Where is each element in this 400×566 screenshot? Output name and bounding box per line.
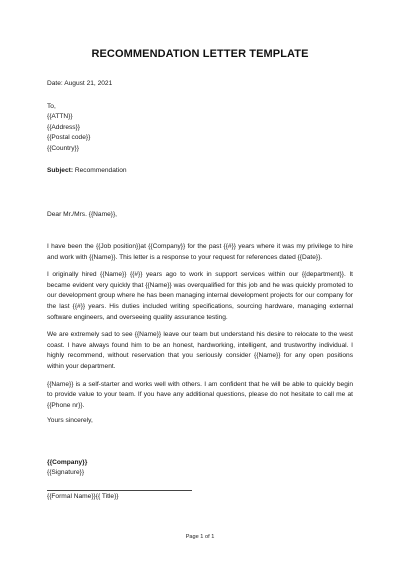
recipient-address — [47, 102, 353, 154]
signature-line — [47, 490, 192, 491]
body-paragraph: I originally hired {{Name}} {{#}} years ago to work in support services within our {{department}}. It became evident very quickly that {{Name}} was overqualified for this job and he was quickly promoted to our development group where he has been managing internal development projects for our company for the last {{#}} years. His duties included writing specifications, sourcing hardware, managing external software engineers, and overseeing quality assurance testing. — [47, 271, 353, 321]
address-line-country: {{Country}} — [47, 144, 79, 152]
subject-line — [47, 166, 353, 177]
closing: Yours sincerely, — [47, 417, 93, 424]
address-line-to: To, — [47, 103, 56, 110]
address-line-address: {{Address}} — [47, 123, 80, 131]
salutation: Dear Mr./Mrs. {{Name}}, — [47, 211, 117, 218]
address-line-attn: {{ATTN}} — [47, 113, 73, 121]
body-paragraph: I have been the {{Job position}}at {{Company}} for the past {{#}} years where it was my privilege to hire and work with {{Name}}. This letter is a response to your request for references dated {{Date}}. — [47, 243, 353, 261]
subject-label: Subject: — [47, 167, 74, 174]
sender-signature: {{Signature}} — [47, 469, 85, 476]
page-number: Page 1 of 1 — [185, 534, 215, 540]
sender-company: {{Company}} — [47, 459, 88, 466]
address-line-postal-code: {{Postal code}} — [47, 134, 91, 142]
sender-formal-name: {{Formal Name}}{{ Title}} — [47, 493, 119, 500]
letter-body — [47, 242, 353, 418]
subject-text: Recommendation — [73, 167, 127, 174]
body-paragraph: We are extremely sad to see {{Name}} leave our team but understand his desire to relocate to the west coast. I have always found him to be an honest, hardworking, intelligent, and trustworthy individual. I highly recommend, without reservation that you seriously consider {{Name}} for any open positions within your department. — [47, 331, 353, 370]
letter-date: Date: August 21, 2021 — [47, 80, 113, 87]
document-title: RECOMMENDATION LETTER TEMPLATE — [91, 48, 309, 60]
body-paragraph: {{Name}} is a self-starter and works well with others. I am confident that he will be able to quickly begin to provide value to your team. If you have any additional questions, please do not hesitate to call me at {{Phone nr}}. — [47, 380, 353, 409]
